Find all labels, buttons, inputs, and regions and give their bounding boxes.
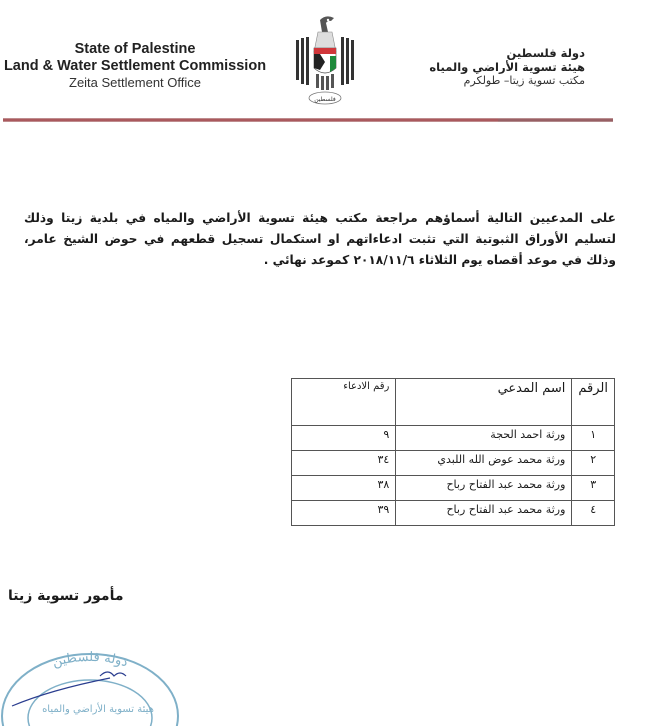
handwritten-signature <box>12 672 126 706</box>
row-claim-number: ٣٩ <box>292 501 396 526</box>
header-english <box>0 41 270 91</box>
row-claimant: ورثة احمد الحجة <box>396 426 572 451</box>
row-number: ١ <box>572 426 615 451</box>
commission-name-ar: هيئة تسوية الأراضي والمياه <box>429 60 585 74</box>
header-number: الرقم <box>572 379 615 426</box>
row-claim-number: ٩ <box>292 426 396 451</box>
table-row <box>292 501 615 526</box>
state-name-en: State of Palestine <box>74 41 196 57</box>
notice-paragraph: على المدعيين التالية أسماؤهم مراجعة مكتب هيئة تسوية الأراضي والمياه في بلدية زيتا وذلك لتسليم الأوراق الثبوتية التي تثبت ادعاءاتهم او استكمال تسجيل قطعهم في حوض الشيخ عامر، وذلك في موعد أقصاه يوم الثلاثاء ٢٠١٨/١١/٦ كموعد نهائي . <box>24 211 616 267</box>
row-claim-number: ٣٤ <box>292 451 396 476</box>
header-claimant: اسم المدعي <box>396 379 572 426</box>
official-stamp-icon <box>0 636 180 726</box>
row-number: ٣ <box>572 476 615 501</box>
table-header-row <box>292 379 615 426</box>
state-name-ar: دولة فلسطين <box>506 46 585 60</box>
emblem-label: فلسطين <box>314 96 336 103</box>
stamp-inner-text: هيئة تسوية الأراضي والمياه <box>42 704 154 715</box>
stamp-outer-text: دولة فلسطين <box>50 649 130 671</box>
header-divider-end <box>498 118 613 122</box>
row-claimant: ورثة محمد عبد الفتاح رباح <box>396 501 572 526</box>
palestine-eagle-emblem-icon <box>290 12 360 110</box>
row-claimant: ورثة محمد عبد الفتاح رباح <box>396 476 572 501</box>
commission-name-en: Land & Water Settlement Commission <box>3 58 267 74</box>
office-name-ar: مكتب تسوية زيتا– طولكرم <box>463 74 585 87</box>
table-row <box>292 476 615 501</box>
header-divider <box>3 118 498 122</box>
header-arabic <box>385 46 585 88</box>
row-claim-number: ٣٨ <box>292 476 396 501</box>
header-claim-number: رقم الادعاء <box>292 379 396 426</box>
row-number: ٤ <box>572 501 615 526</box>
table-row <box>292 451 615 476</box>
row-number: ٢ <box>572 451 615 476</box>
row-claimant: ورثة محمد عوض الله اللبدي <box>396 451 572 476</box>
signature-title: مأمور تسوية زيتا <box>8 588 124 604</box>
claimants-table <box>291 378 615 526</box>
table-row <box>292 426 615 451</box>
office-name-en: Zeita Settlement Office <box>69 75 201 90</box>
